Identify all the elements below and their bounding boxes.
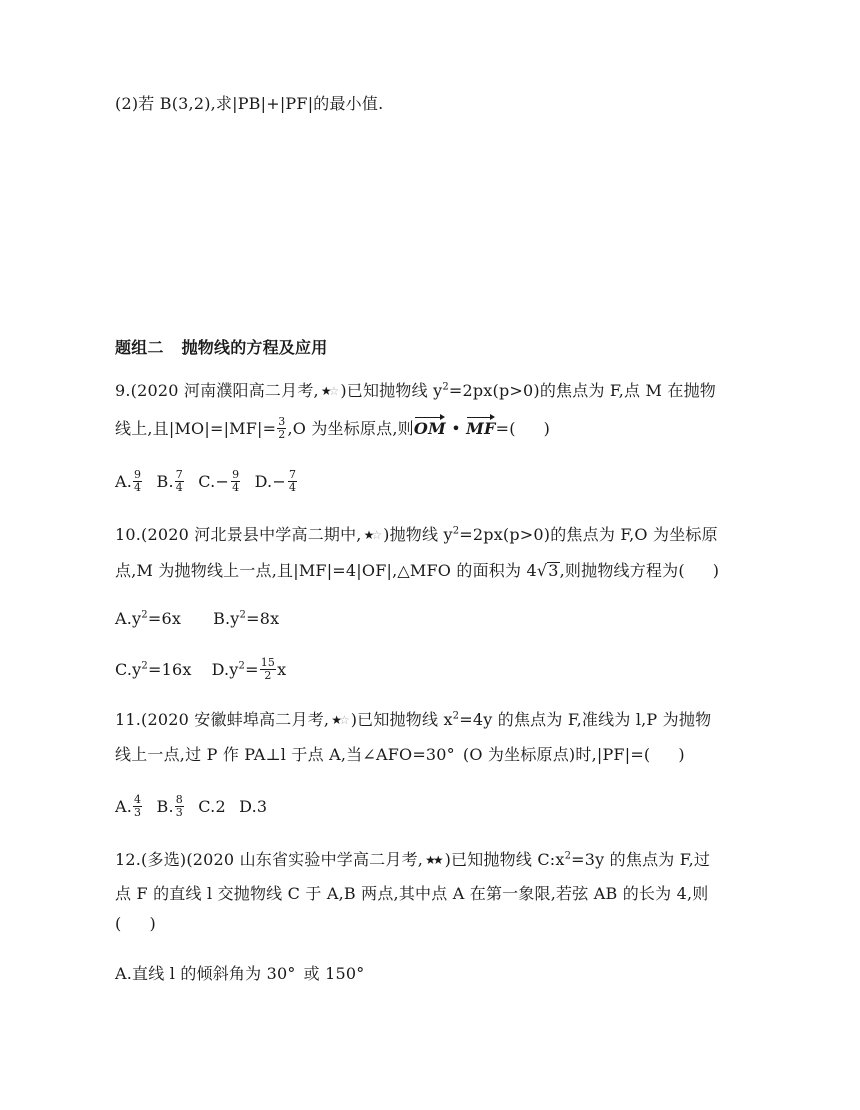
q11-prefix: 11.(2020 安徽蚌埠高二月考, xyxy=(115,710,330,729)
q11-line2-a: 线上一点,过 P 作 PA⊥l 于点 A,当∠AFO=30° xyxy=(115,745,455,764)
q12-open-paren: ( xyxy=(115,914,122,933)
dot-operator: • xyxy=(445,419,467,438)
q9-line2-c: =( xyxy=(495,419,516,438)
q9-line2-a: 线上,且|MO|=|MF|= xyxy=(115,419,277,438)
q12-line2: 点 F 的直线 l 交抛物线 C 于 A,B 两点,其中点 A 在第一象限,若弦 AB 的长为 4,则 xyxy=(115,884,709,903)
q10-text-b: =2px(p>0)的焦点为 F,O 为坐标原 xyxy=(459,525,718,544)
q11-line-1 xyxy=(115,709,711,732)
q12-sup: 2 xyxy=(564,850,572,862)
q11-sup: 2 xyxy=(452,710,460,722)
section-title: 抛物线的方程及应用 xyxy=(181,338,328,357)
q9-option-d: D.− $\frac{7}{4}$ xyxy=(254,468,297,494)
difficulty-stars-icon: ★☆ xyxy=(320,384,337,398)
q12-text-a: )已知抛物线 C:x xyxy=(444,850,565,869)
q10-option-d: $D.y^2=$ $\frac{15}{2}$ x xyxy=(211,656,287,682)
q10-option-a: $A.y^2=6x$ xyxy=(115,609,182,628)
q10-line-2 xyxy=(115,560,719,582)
q12-option-a-text: A.直线 l 的倾斜角为 30° xyxy=(115,964,296,983)
q11-line2-b: (O 为坐标原点)时,|PF|=( xyxy=(462,745,651,764)
q12-close-paren: ) xyxy=(149,914,156,933)
q9-sup: 2 xyxy=(442,381,449,393)
q12-prefix: 12.(多选)(2020 山东省实验中学高二月考, xyxy=(115,850,424,869)
q10-options-row-2 xyxy=(115,658,286,683)
q10-sup: 2 xyxy=(452,525,460,537)
q9-line2-b: ,O 为坐标原点,则 xyxy=(287,419,414,438)
vector-om: OM xyxy=(414,416,446,440)
q9-text-a: )已知抛物线 y xyxy=(340,381,443,400)
q12-text-b: =3y 的焦点为 F,过 xyxy=(571,850,711,869)
q9-line-1 xyxy=(115,380,716,403)
q11-line2-c: ) xyxy=(678,745,685,764)
q9-line2-d: ) xyxy=(543,419,551,438)
q11-options xyxy=(115,795,267,820)
q12-line-1 xyxy=(115,849,710,872)
q9-line-2 xyxy=(115,416,550,442)
difficulty-stars-icon: ★☆ xyxy=(363,528,380,542)
part-2-question xyxy=(115,93,383,115)
sqrt-symbol: √3 xyxy=(536,561,559,580)
difficulty-stars-icon: ★★ xyxy=(425,853,441,867)
section-heading xyxy=(115,337,327,359)
q9-options xyxy=(115,470,298,495)
q9-option-a: A. $\frac{9}{4}$ xyxy=(115,468,142,494)
q10-option-c: $C.y^2=16x$ xyxy=(115,660,192,679)
q9-option-b: B. $\frac{7}{4}$ xyxy=(156,468,183,494)
q12-option-a-text-b: 或 150° xyxy=(303,964,365,983)
q9-prefix: 9.(2020 河南濮阳高二月考, xyxy=(115,381,319,400)
q11-text-b: =4y 的焦点为 F,准线为 l,P 为抛物 xyxy=(459,710,712,729)
q11-line-2 xyxy=(115,744,685,766)
q10-text-a: )抛物线 y xyxy=(383,525,453,544)
difficulty-stars-icon: ★☆ xyxy=(331,713,347,727)
q9-option-c: C.− $\frac{9}{4}$ xyxy=(198,468,240,494)
q10-options-row-1 xyxy=(115,608,279,630)
q10-line2-a: 点,M 为抛物线上一点,且|MF|=4|OF|,△MFO 的面积为 4 xyxy=(115,561,537,580)
q10-line2-c: ) xyxy=(712,561,720,580)
q10-line-1 xyxy=(115,524,718,547)
q11-option-a: A. $\frac{4}{3}$ xyxy=(115,793,142,819)
q11-option-d: D.3 xyxy=(239,797,268,816)
q10-option-b: $B.y^2=8x$ xyxy=(213,609,280,628)
part-2-text: (2)若 B(3,2),求|PB|+|PF|的最小值. xyxy=(115,94,384,113)
q12-line-2 xyxy=(115,883,708,905)
q10-prefix: 10.(2020 河北景县中学高二期中, xyxy=(115,525,362,544)
section-label: 题组二 xyxy=(115,338,164,357)
q9-fraction: $\frac{3}{2}$ xyxy=(278,415,286,441)
q11-text-a: )已知抛物线 x xyxy=(350,710,453,729)
q12-line-3 xyxy=(115,913,156,935)
vector-mf: MF xyxy=(466,416,495,440)
q9-text-b: =2px(p>0)的焦点为 F,点 M 在抛物 xyxy=(448,381,716,400)
q11-option-b: B. $\frac{8}{3}$ xyxy=(156,793,183,819)
q12-option-a xyxy=(115,963,364,985)
q10-line2-b: ,则抛物线方程为( xyxy=(559,561,685,580)
q11-option-c: C.2 xyxy=(198,797,226,816)
